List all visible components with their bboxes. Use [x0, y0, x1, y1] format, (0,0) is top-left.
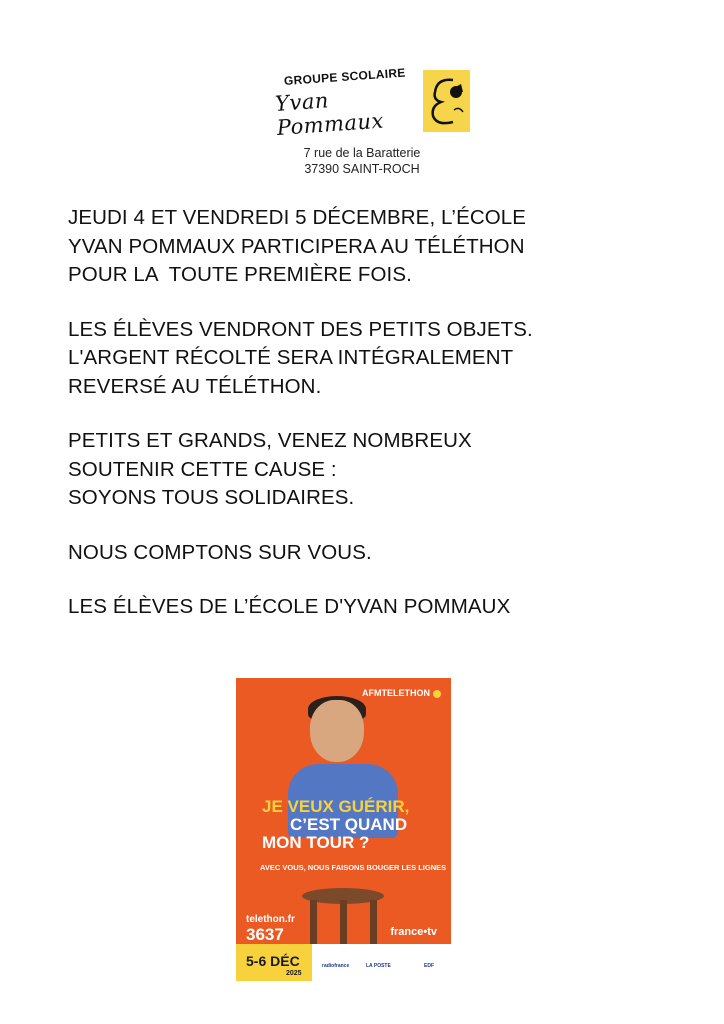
telethon-phone: 3637	[246, 925, 284, 944]
date-box	[236, 944, 312, 981]
text-line: YVAN POMMAUX PARTICIPERA AU TÉLÉTHON	[68, 234, 525, 258]
event-date: 5-6 DÉC	[246, 953, 300, 969]
school-emblem-icon	[423, 70, 470, 132]
partner-logo: LA POSTE	[366, 963, 391, 969]
child-face	[310, 700, 364, 762]
sun-icon	[433, 690, 441, 698]
text-line: JEUDI 4 ET VENDREDI 5 DÉCEMBRE, L’ÉCOLE	[68, 206, 527, 229]
slogan-line: JE VEUX GUÉRIR,	[262, 797, 410, 816]
logo-name: Yvan Pommaux	[274, 88, 385, 140]
slogan-line: C’EST QUAND	[290, 815, 408, 834]
france-tv-logo: france•tv	[390, 926, 437, 938]
text-line: L'ARGENT RÉCOLTÉ SERA INTÉGRALEMENT	[68, 346, 514, 369]
text-line: LES ÉLÈVES DE L’ÉCOLE D'YVAN POMMAUX	[68, 595, 511, 618]
school-logo	[274, 65, 470, 140]
text-line: POUR LA TOUTE PREMIÈRE FOIS.	[68, 263, 412, 286]
address-city: 37390 SAINT-ROCH	[304, 162, 420, 176]
text-line: PETITS ET GRANDS, VENEZ NOMBREUX	[68, 429, 472, 452]
afm-telethon-logo	[362, 688, 441, 698]
telethon-website: telethon.fr	[246, 914, 295, 925]
paragraph-event	[68, 204, 688, 290]
poster-slogan	[262, 798, 437, 852]
text-line: SOUTENIR CETTE CAUSE :	[68, 457, 337, 481]
logo-title: GROUPE SCOLAIRE	[283, 65, 407, 88]
paragraph-sale	[68, 316, 688, 402]
telethon-poster	[236, 678, 451, 981]
text-line: NOUS COMPTONS SUR VOUS.	[68, 540, 372, 564]
partner-logo: radiofrance	[322, 963, 350, 969]
poster-footer	[236, 944, 451, 981]
slogan-line: MON TOUR ?	[262, 833, 370, 852]
poster-subtitle: AVEC VOUS, NOUS FAISONS BOUGER LES LIGNES	[260, 863, 447, 872]
text-line: REVERSÉ AU TÉLÉTHON.	[68, 374, 322, 398]
paragraph-count-on-you	[68, 539, 688, 568]
paragraph-signature	[68, 593, 688, 622]
announcement-text	[68, 204, 688, 648]
partner-logo: EDF	[424, 963, 434, 969]
logo-text	[274, 65, 426, 140]
address-street: 7 rue de la Baratterie	[303, 146, 421, 160]
text-line: LES ÉLÈVES VENDRONT DES PETITS OBJETS.	[68, 317, 533, 341]
event-year: 2025	[286, 970, 302, 977]
text-line: SOYONS TOUS SOLIDAIRES.	[68, 486, 355, 509]
afm-brand: AFMTELETHON	[362, 688, 430, 698]
school-address	[276, 145, 448, 177]
paragraph-invite	[68, 427, 688, 513]
